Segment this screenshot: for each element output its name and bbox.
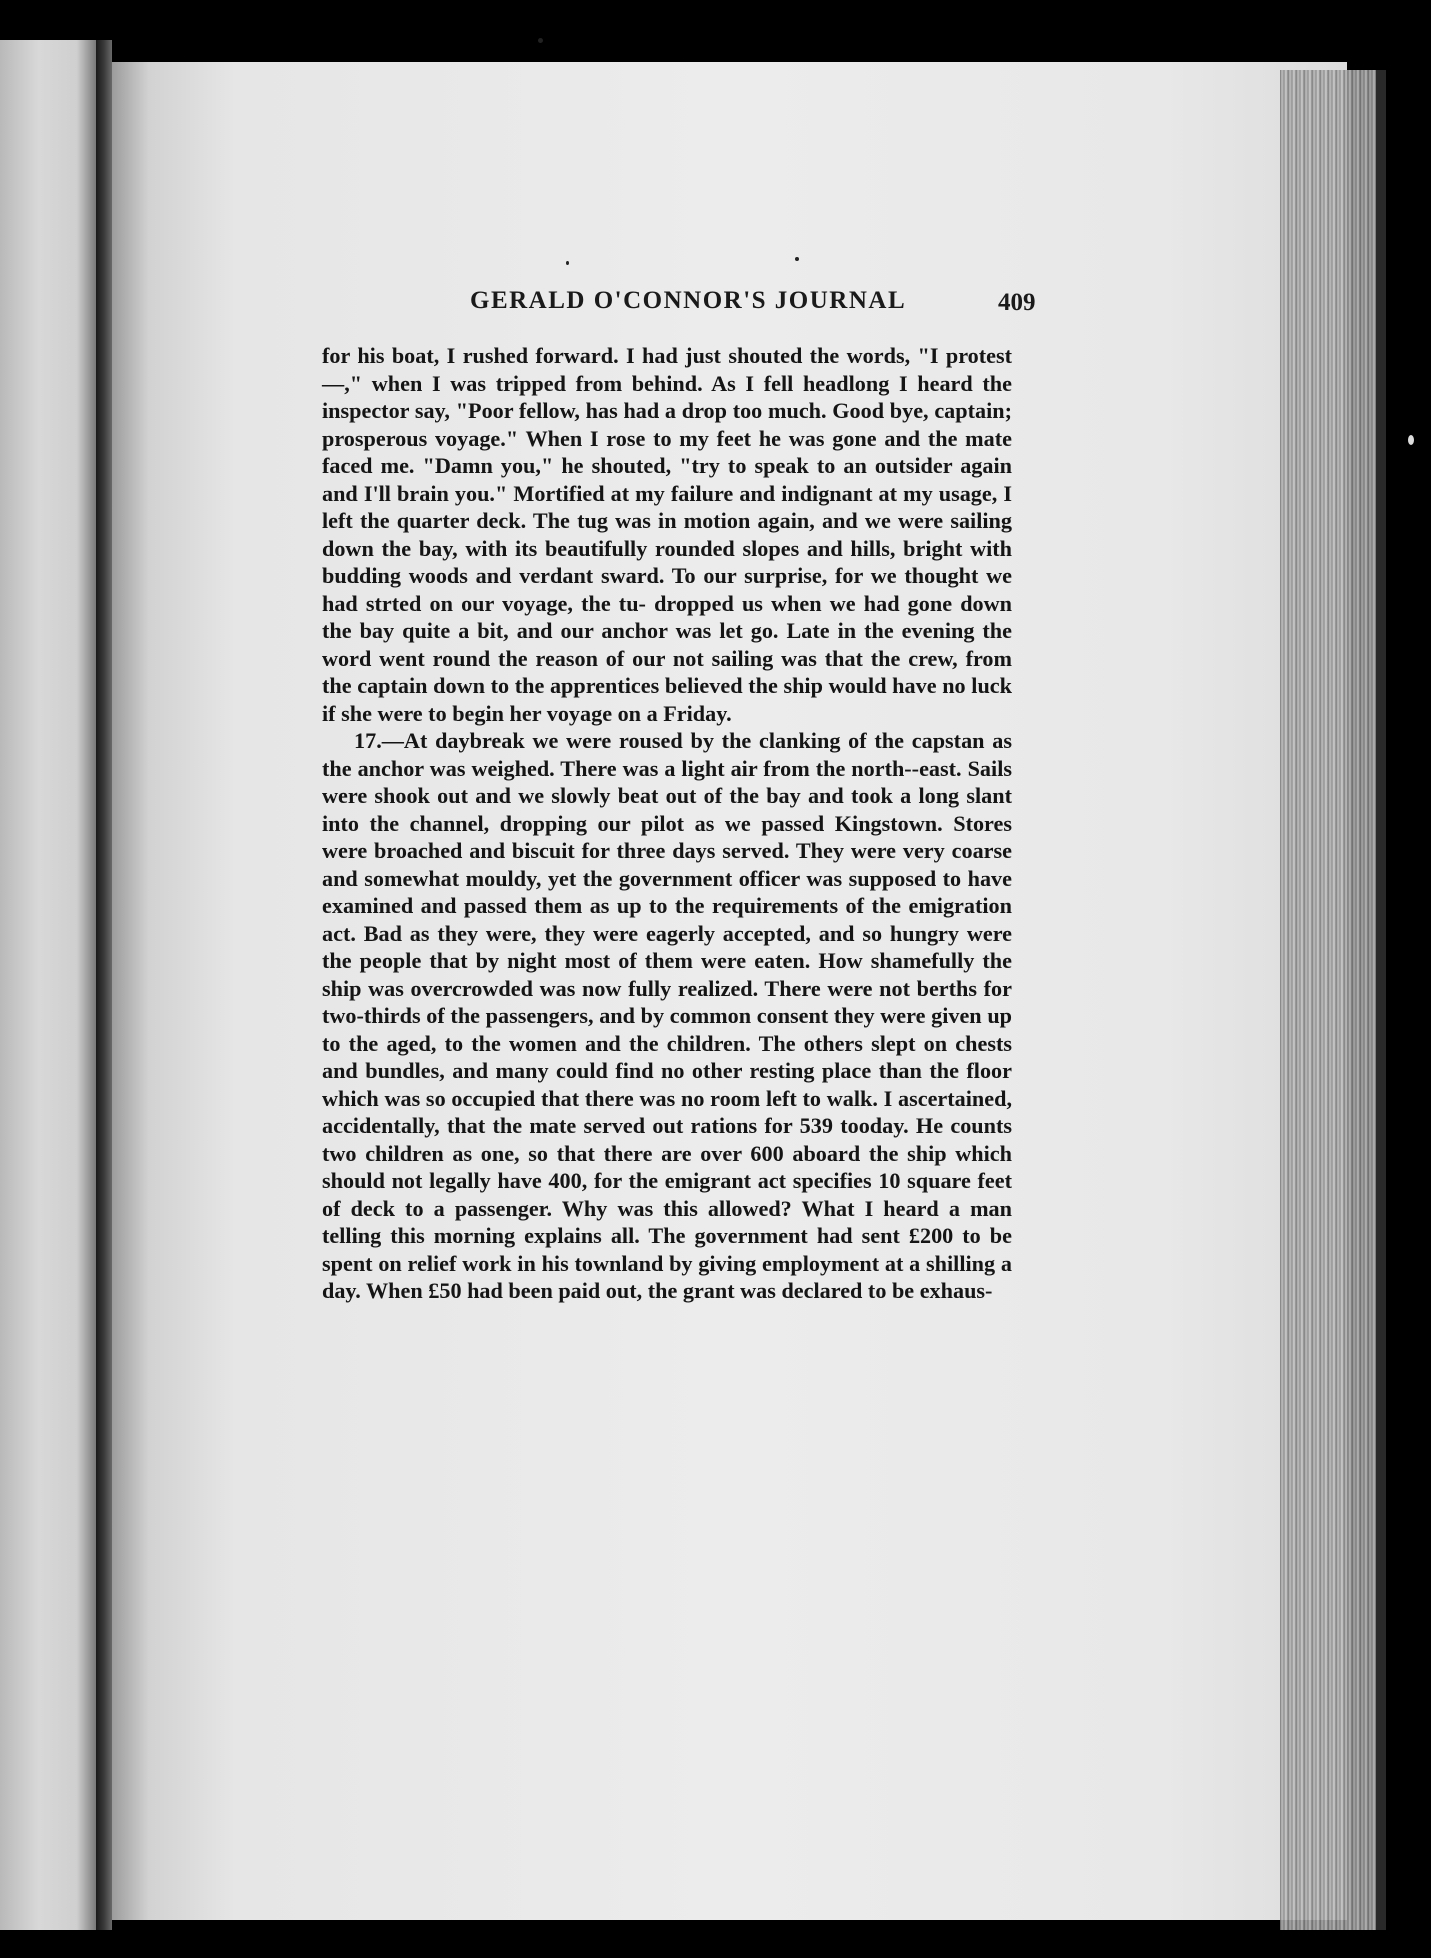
scan-speck xyxy=(566,261,569,265)
scan-speck xyxy=(1408,435,1414,445)
running-title: GERALD O'CONNOR'S JOURNAL xyxy=(470,287,907,314)
page-edge-shadow xyxy=(1376,70,1386,1930)
paragraph: for his boat, I rushed forward. I had just shouted the words, "I protest—," when I was tripped from behind. As I fell headlong I heard the inspector say, "Poor fellow, has had a drop too much. Good bye, captain; prosperous voyage." When I rose to my feet he was gone and the mate faced me. "Damn you," he shouted, "try to speak to an outsider again and I'll brain you." Mortified at my failure and indignant at my usage, I left the quarter deck. The tug was in motion again, and we were sailing down the bay, with its beautifully rounded slopes and hills, bright with budding woods and verdant sward. To our surprise, for we thought we had strted on our voyage, the tu- dropped us when we had gone down the bay quite a bit, and our anchor was let go. Late in the evening the word went round the reason of our not sailing was that the crew, from the captain down to the apprentices believed the ship would have no luck if she were to begin her voyage on a Friday. xyxy=(322,343,1012,726)
scan-speck xyxy=(795,257,799,261)
body-text xyxy=(322,342,1012,1305)
paragraph: 17.—At daybreak we were roused by the clanking of the capstan as the anchor was weighed. There was a light air from the north--east. Sails were shook out and we slowly beat out of the bay and took a long slant into the channel, dropping our pilot as we passed Kingstown. Stores were broached and biscuit for three days served. They were very coarse and somewhat mouldy, yet the government officer was supposed to have examined and passed them as up to the requirements of the emigration act. Bad as they were, they were eagerly accepted, and so hungry were the people that by night most of them were eaten. How shamefully the ship was overcrowded was now fully realized. There were not berths for two-thirds of the passengers, and by common consent they were given up to the aged, to the women and the children. The others slept on chests and bundles, and many could find no other resting place than the floor which was so occupied that there was no room left to walk. I ascertained, accidentally, that the mate served out rations for 539 tooday. He counts two children as one, so that there are over 600 aboard the ship which should not legally have 400, for the emigrant act specifies 10 square feet of deck to a passenger. Why was this allowed? What I heard a man telling this morning explains all. The government had sent £200 to be spent on relief work in his townland by giving employment at a shilling a day. When £50 had been paid out, the grant was declared to be exhaus- xyxy=(322,728,1012,1303)
page-stack-edges xyxy=(1280,70,1380,1930)
page-number: 409 xyxy=(998,289,1036,316)
running-header xyxy=(470,287,1070,327)
scan-speck xyxy=(538,38,543,43)
left-page-edge xyxy=(0,40,96,1930)
book-gutter xyxy=(96,40,112,1930)
